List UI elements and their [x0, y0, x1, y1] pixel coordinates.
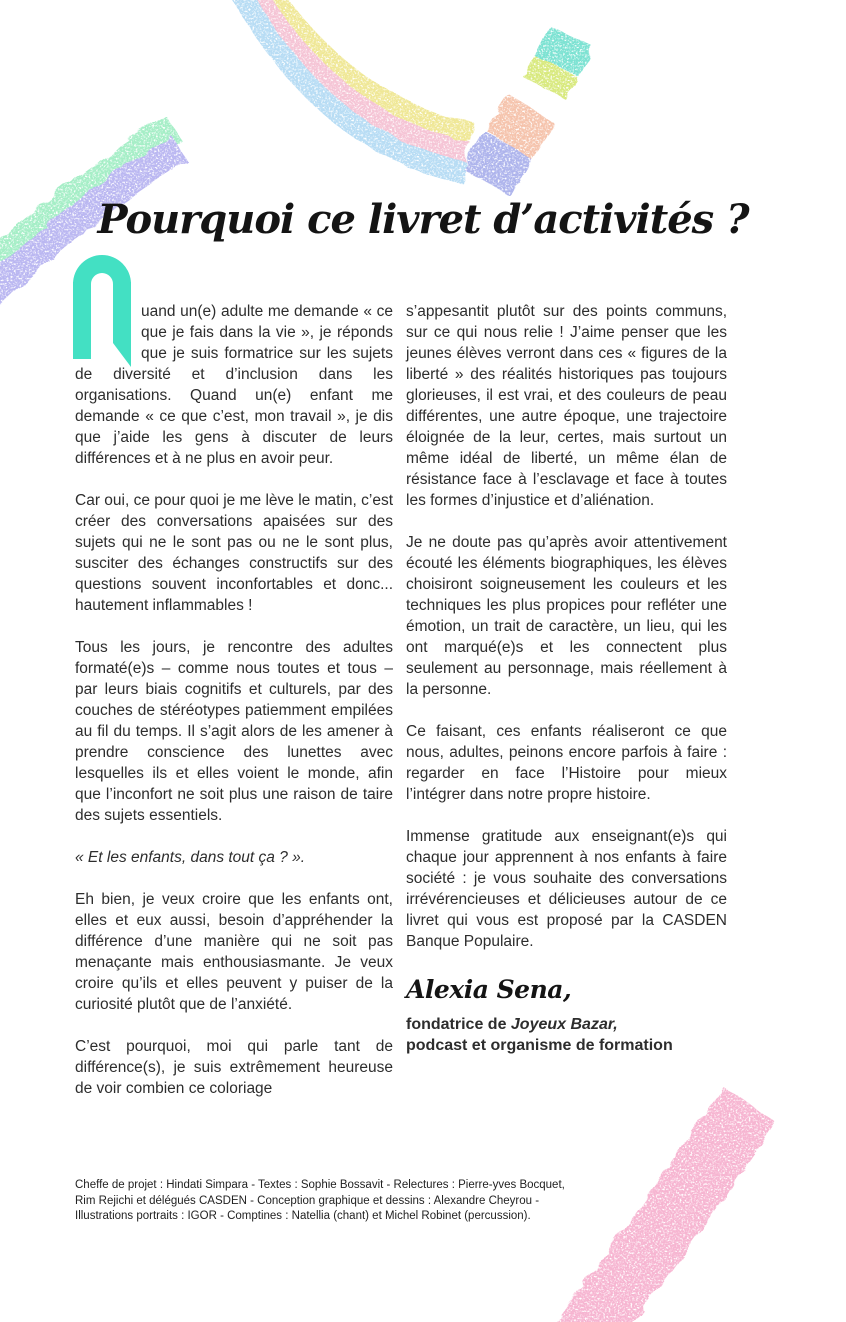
paragraph: Immense gratitude aux enseignant(e)s qui chaque jour apprennent à nos enfants à faire société : je vous souhaite des conversations irrévérencieuses et délicieuses autour de ce livret qui vous est proposé par la CASDEN Banque Populaire.: [406, 828, 727, 950]
paragraph: Eh bien, je veux croire que les enfants ont, elles et eux aussi, besoin d’appréhender la différence d’une manière qui ne soit pas menaçante mais enthousiasmante. Je veux croire qu’ils et elles peuvent y puiser de la curiosité plutôt que de l’anxiété.: [75, 891, 393, 1013]
page-title: Pourquoi ce livret d’activités ?: [97, 196, 749, 243]
credits: [75, 1178, 595, 1225]
paragraph: C’est pourquoi, moi qui parle tant de différence(s), je suis extrêmement heureuse de voir combien ce coloriage: [75, 1038, 393, 1097]
paragraph: [75, 301, 393, 469]
dropcap-q-shape: [73, 255, 131, 367]
paragraph: s’appesantit plutôt sur des points communs, sur ce qui nous relie ! J’aime penser que les jeunes élèves verront dans ces « figures de la liberté » des réalités historiques pas toujours glorieuses, il est vrai, et des couleurs de peau différentes, une autre époque, une trajectoire éloignée de la leur, certes, mais surtout un même idéal de liberté, un même élan de résistance face à l’esclavage et face à toutes les formes d’injustice et d’aliénation.: [406, 303, 727, 509]
signature-role-line2: podcast et organisme de formation: [406, 1036, 673, 1054]
signature-name: Alexia Sena,: [406, 975, 572, 1004]
signature-role: [406, 1014, 727, 1035]
paragraph: Tous les jours, je rencontre des adultes formaté(e)s – comme nous toutes et tous – par leurs biais cognitifs et culturels, par des couches de stéréotypes patiemment empilées au fil du temps. Il s’agit alors de les amener à prendre conscience des lunettes avec lesquelles ils et elles voient le monde, afin que l’inconfort ne soit plus une raison de taire des sujets essentiels.: [75, 639, 393, 824]
arc-tail-teal: [554, 34, 569, 64]
signature-role-brand: Joyeux Bazar,: [510, 1015, 618, 1033]
paragraph-quote: « Et les enfants, dans tout ça ? ».: [75, 849, 306, 866]
dropcap-q: [75, 301, 141, 359]
signature-role-prefix: fondatrice de: [406, 1015, 511, 1033]
arc-tail-orange: [506, 106, 529, 142]
paragraph: Ce faisant, ces enfants réaliseront ce que nous, adultes, peinons encore parfois à faire : regarder en face l’Histoire pour mieux l’intégrer dans notre propre histoire.: [406, 723, 727, 803]
two-column-text: [75, 301, 727, 1120]
column-right: [406, 301, 727, 1120]
bottom-pink-arc: [580, 1102, 747, 1322]
arc-tail-yellowgreen: [542, 64, 554, 86]
credits-line: Rim Rejichi et délégués CASDEN - Conception graphique et dessins : Alexandre Cheyrou -: [75, 1194, 540, 1207]
top-arc-pink: [251, 0, 466, 150]
arc-tail-bluepurple: [484, 142, 506, 180]
signature-block: [406, 976, 727, 1056]
credits-line: Illustrations portraits : IGOR - Comptines : Natellia (chant) et Michel Robinet (percussion).: [75, 1210, 531, 1222]
paragraph: Car oui, ce pour quoi je me lève le matin, c’est créer des conversations apaisées sur des sujets qui ne le sont pas ou ne le sont plus, susciter des échanges constructifs sur des questions souvent inconfortables et donc... hautement inflammables !: [75, 492, 393, 614]
top-arc-cyan: [239, 0, 462, 170]
credits-line: Cheffe de projet : Hindati Simpara - Textes : Sophie Bossavit - Relectures : Pierre-yves Bocquet,: [75, 1179, 565, 1191]
column-left: [75, 301, 393, 1120]
paragraph-text: uand un(e) adulte me demande « ce que je fais dans la vie », je réponds que je suis formatrice sur les sujets de diversité et d’inclusion dans les organisations. Quand un(e) enfant me demande « ce que c’est, mon travail », je dis que j’aide les gens à discuter de leurs différences et à ne plus en avoir peur.: [75, 303, 393, 467]
paragraph: Je ne doute pas qu’après avoir attentivement écouté les éléments biographiques, les élèves choisiront soigneusement les couleurs et les techniques les plus propices pour refléter une émotion, un trait de caractère, un lieu, qui les ont marqué(e)s et les connectent plus seulement au personnage, mais réellement à la personne.: [406, 534, 727, 698]
top-arc-yellow: [263, 0, 470, 131]
